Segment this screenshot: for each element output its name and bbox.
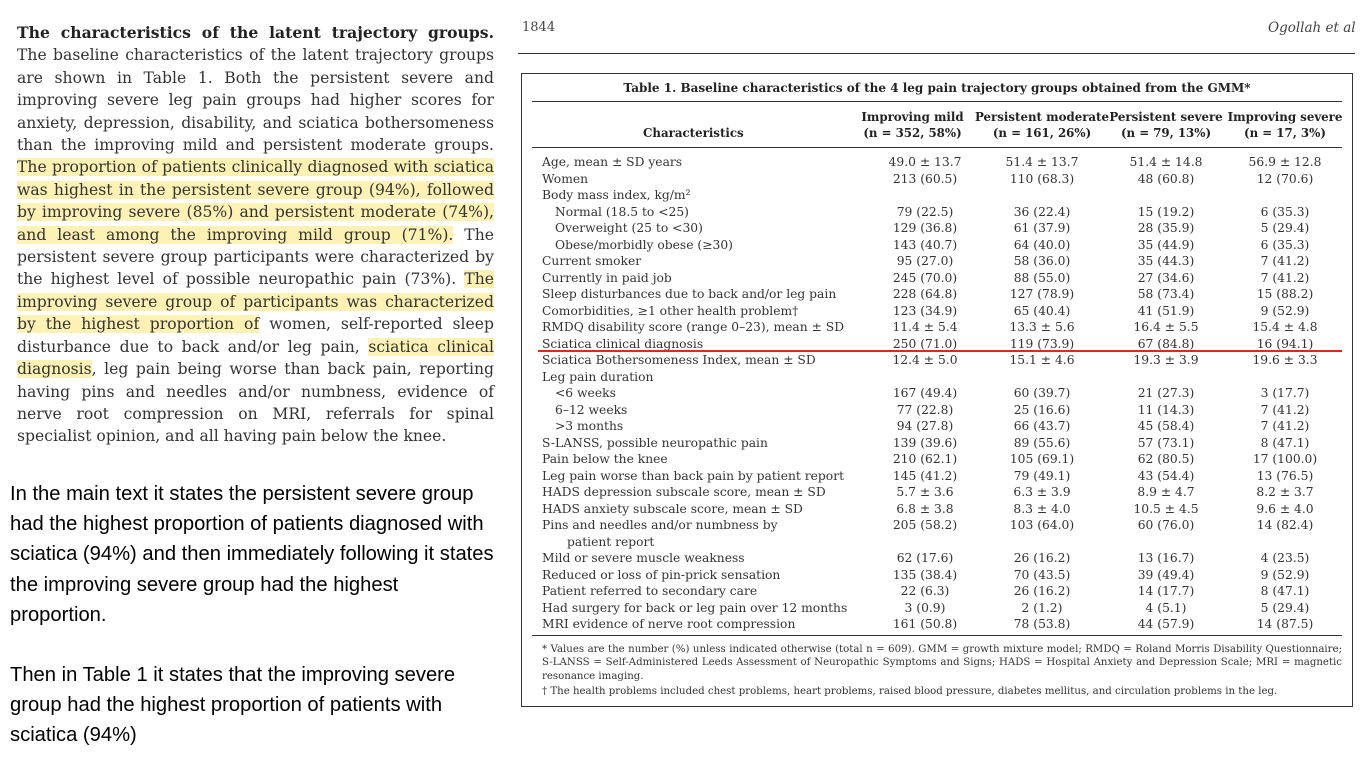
cell-value: 64 (40.0) (1013, 237, 1071, 252)
cell-value: 36 (22.4) (1013, 204, 1071, 219)
cell-value: 16 (94.1) (1256, 336, 1314, 351)
cell-value: 60 (39.7) (1013, 386, 1071, 400)
table-row (522, 418, 1352, 435)
excerpt-highlight: The proportion of patients clinically diagnosed with sciatica was highest in the persistent severe group (94%), followed by improving severe (85%) and persistent moderate (74%), and least among the improving mild group (71%). (17, 158, 494, 244)
footnote: * Values are the number (%) unless indicated otherwise (total n = 609). GMM = growth mixture model; RMDQ = Roland Morris Disability Questionnaire; S-LANSS = Self-Administered Leeds Assessment of Neuropathic Symptoms and Signs; HADS = Hospital Anxiety and Depression Scale; MRI = magnetic resonance imaging. (542, 644, 1342, 682)
cell-value: 2 (1.2) (1021, 600, 1063, 615)
cell-value: 79 (49.1) (1013, 468, 1071, 483)
cell-value: 8 (47.1) (1260, 584, 1310, 598)
cell-value: 43 (54.4) (1137, 468, 1195, 483)
cell-value: 28 (35.9) (1137, 221, 1195, 235)
row-label: <6 weeks (555, 386, 616, 400)
table-row (522, 352, 1352, 369)
table-row (522, 468, 1352, 485)
cell-value: 245 (70.0) (892, 270, 958, 285)
row-label: patient report (567, 534, 655, 549)
cell-value: 13.3 ± 5.6 (1009, 320, 1075, 334)
table-row (522, 171, 1352, 188)
cell-value: 39 (49.4) (1137, 567, 1195, 582)
characteristics-header: Characteristics (643, 126, 744, 140)
cell-value: 35 (44.9) (1137, 237, 1195, 252)
cell-value: 5 (29.4) (1260, 221, 1310, 235)
cell-value: 14 (17.7) (1137, 584, 1195, 598)
cell-value: 45 (58.4) (1137, 419, 1195, 433)
table-row (522, 534, 1352, 551)
excerpt-highlight: The improving severe group of participants was characterized by the highest proportion of (17, 270, 494, 334)
cell-value: 15 (88.2) (1256, 287, 1314, 301)
table-row (522, 270, 1352, 287)
row-label: Obese/morbidly obese (≥30) (555, 237, 733, 252)
cell-value: 9.6 ± 4.0 (1256, 501, 1314, 516)
row-label: >3 months (555, 419, 624, 433)
cell-value: 26 (16.2) (1013, 584, 1071, 598)
row-label: Had surgery for back or leg pain over 12 months (542, 600, 848, 615)
column-header-persistent-moderate (962, 110, 1122, 141)
cell-value: 16.4 ± 5.5 (1133, 320, 1199, 334)
table-rule (532, 101, 1342, 102)
table-row (522, 567, 1352, 584)
row-label: Mild or severe muscle weakness (542, 551, 745, 565)
header-rule (518, 53, 1355, 54)
column-n: (n = 79, 13%) (1120, 125, 1212, 140)
row-label: Currently in paid job (542, 270, 672, 285)
cell-value: 67 (84.8) (1137, 336, 1195, 351)
row-label: Women (542, 171, 589, 186)
cell-value: 8 (47.1) (1260, 435, 1310, 450)
cell-value: 6.3 ± 3.9 (1013, 485, 1071, 499)
table-row (522, 501, 1352, 518)
cell-value: 6.8 ± 3.8 (896, 501, 954, 516)
footnote: † The health problems included chest problems, heart problems, raised blood pressure, diabetes mellitus, and circulation problems in the leg. (542, 686, 1278, 698)
cell-value: 143 (40.7) (892, 237, 958, 252)
cell-value: 25 (16.6) (1013, 402, 1071, 417)
row-label: Comorbidities, ≥1 other health problem† (542, 303, 799, 318)
cell-value: 250 (71.0) (892, 336, 958, 351)
cell-value: 19.6 ± 3.3 (1252, 353, 1318, 367)
row-label: Normal (18.5 to <25) (555, 204, 689, 219)
cell-value: 78 (53.8) (1013, 617, 1071, 631)
cell-value: 57 (73.1) (1137, 435, 1195, 450)
cell-value: 127 (78.9) (1009, 287, 1075, 301)
cell-value: 7 (41.2) (1260, 402, 1310, 417)
table-title: Table 1. Baseline characteristics of the 4 leg pain trajectory groups obtained from the GMM* (623, 81, 1251, 95)
column-n: (n = 161, 26%) (992, 125, 1092, 140)
cell-value: 49.0 ± 13.7 (888, 155, 962, 169)
column-header-persistent-severe (1099, 110, 1233, 141)
cell-value: 123 (34.9) (892, 303, 958, 318)
column-n: (n = 17, 3%) (1244, 125, 1326, 140)
table-row (522, 484, 1352, 501)
table-row (522, 237, 1352, 254)
table-row (522, 385, 1352, 402)
cell-value: 44 (57.9) (1137, 617, 1195, 631)
cell-value: 60 (76.0) (1137, 518, 1195, 532)
cell-value: 62 (80.5) (1137, 452, 1195, 466)
row-label: Age, mean ± SD years (542, 155, 683, 169)
row-label: RMDQ disability score (range 0–23), mean ± SD (542, 320, 845, 334)
comment-paragraph: Then in Table 1 it states that the improving severe group had the highest proportion of patients with sciatica (94%) (10, 664, 456, 747)
excerpt-text: , leg pain being worse than back pain, reporting having pins and needles and/or numbness, evidence of nerve root compression on MRI, referrals for spinal specialist opinion, and all having pain below the knee. (17, 360, 494, 446)
cell-value: 14 (87.5) (1256, 617, 1314, 631)
table-row (522, 616, 1352, 633)
cell-value: 7 (41.2) (1260, 270, 1310, 285)
table-row (522, 451, 1352, 468)
cell-value: 15 (19.2) (1137, 204, 1195, 219)
cell-value: 58 (36.0) (1013, 254, 1071, 268)
row-label: Reduced or loss of pin-prick sensation (542, 567, 781, 582)
cell-value: 3 (17.7) (1260, 386, 1310, 400)
table-row (522, 369, 1352, 386)
cell-value: 94 (27.8) (896, 419, 954, 433)
row-label: Sciatica clinical diagnosis (542, 336, 704, 351)
cell-value: 110 (68.3) (1009, 171, 1075, 186)
column-name: Persistent severe (1109, 110, 1223, 124)
cell-value: 15.4 ± 4.8 (1252, 320, 1318, 334)
cell-value: 5.7 ± 3.6 (896, 485, 954, 499)
table-row (522, 402, 1352, 419)
red-annotation-line (538, 350, 1342, 352)
table-row (522, 435, 1352, 452)
cell-value: 145 (41.2) (892, 468, 958, 483)
cell-value: 77 (22.8) (896, 402, 954, 417)
cell-value: 167 (49.4) (892, 386, 958, 400)
table-rule (532, 635, 1342, 636)
table-row (522, 286, 1352, 303)
cell-value: 61 (37.9) (1013, 221, 1071, 235)
row-label: Leg pain worse than back pain by patient report (542, 468, 845, 483)
table-row (522, 600, 1352, 617)
cell-value: 26 (16.2) (1013, 551, 1071, 565)
cell-value: 8.3 ± 4.0 (1013, 501, 1071, 516)
cell-value: 10.5 ± 4.5 (1133, 501, 1199, 516)
cell-value: 129 (36.8) (892, 221, 958, 235)
cell-value: 15.1 ± 4.6 (1009, 353, 1075, 367)
row-label: S-LANSS, possible neuropathic pain (542, 435, 768, 450)
row-label: HADS anxiety subscale score, mean ± SD (542, 501, 803, 516)
table-rule (532, 147, 1342, 148)
cell-value: 4 (5.1) (1145, 600, 1187, 615)
table-row (522, 583, 1352, 600)
cell-value: 135 (38.4) (892, 567, 958, 582)
cell-value: 5 (29.4) (1260, 600, 1310, 615)
column-n: (n = 352, 58%) (863, 125, 962, 140)
cell-value: 139 (39.6) (892, 435, 958, 450)
cell-value: 11 (14.3) (1137, 402, 1195, 417)
cell-value: 58 (73.4) (1137, 287, 1195, 301)
cell-value: 4 (23.5) (1260, 551, 1310, 565)
cell-value: 11.4 ± 5.4 (892, 320, 958, 334)
cell-value: 48 (60.8) (1137, 171, 1195, 186)
row-label: Body mass index, kg/m² (542, 188, 691, 202)
cell-value: 8.9 ± 4.7 (1137, 485, 1195, 499)
cell-value: 210 (62.1) (892, 452, 958, 466)
cell-value: 62 (17.6) (896, 551, 954, 565)
table-1 (521, 73, 1353, 707)
cell-value: 19.3 ± 3.9 (1133, 353, 1199, 367)
excerpt-heading: The characteristics of the latent trajectory groups. (17, 23, 494, 42)
cell-value: 12.4 ± 5.0 (892, 353, 958, 367)
row-label: Leg pain duration (542, 369, 654, 384)
row-label: 6–12 weeks (555, 402, 628, 417)
cell-value: 51.4 ± 13.7 (1005, 155, 1079, 169)
cell-value: 6 (35.3) (1260, 237, 1310, 252)
cell-value: 70 (43.5) (1013, 567, 1071, 582)
annotation-comment (10, 479, 500, 751)
table-row (522, 187, 1352, 204)
column-name: Improving severe (1227, 110, 1343, 124)
cell-value: 119 (73.9) (1009, 336, 1075, 351)
cell-value: 17 (100.0) (1252, 452, 1318, 466)
cell-value: 88 (55.0) (1013, 270, 1071, 285)
cell-value: 95 (27.0) (896, 254, 954, 268)
cell-value: 22 (6.3) (900, 584, 950, 598)
running-author: Ogollah et al (1268, 20, 1356, 36)
cell-value: 161 (50.8) (892, 617, 958, 631)
cell-value: 65 (40.4) (1013, 303, 1071, 318)
cell-value: 205 (58.2) (892, 518, 958, 532)
column-header-improving-mild (845, 110, 980, 141)
cell-value: 41 (51.9) (1137, 303, 1195, 318)
page-number: 1844 (522, 20, 556, 35)
cell-value: 13 (16.7) (1137, 551, 1195, 565)
excerpt-text: The baseline characteristics of the latent trajectory groups are shown in Table 1. Both the persistent severe and improving severe leg pain groups had higher scores for anxiety, depression, disability, and sciatica bothersomeness than the improving mild and persistent moderate groups. (17, 46, 494, 155)
excerpt-highlight: sciatica clinical diagnosis (17, 337, 494, 379)
cell-value: 27 (34.6) (1137, 270, 1195, 285)
cell-value: 56.9 ± 12.8 (1248, 155, 1322, 169)
row-label: Current smoker (542, 254, 642, 268)
row-label: Pain below the knee (542, 452, 668, 466)
row-label: HADS depression subscale score, mean ± SD (542, 485, 826, 499)
table-row (522, 154, 1352, 171)
cell-value: 9 (52.9) (1260, 303, 1310, 318)
comment-paragraph: In the main text it states the persistent severe group had the highest proportion of patients diagnosed with sciatica (94%) and then immediately following it states the improving severe group had the highest proportion. (10, 483, 494, 626)
cell-value: 14 (82.4) (1256, 518, 1314, 532)
table-footnotes (542, 643, 1342, 699)
column-name: Improving mild (861, 110, 964, 124)
table-row (522, 220, 1352, 237)
cell-value: 105 (69.1) (1009, 452, 1075, 466)
cell-value: 13 (76.5) (1256, 468, 1314, 483)
row-label: Pins and needles and/or numbness by (542, 518, 778, 532)
table-body (522, 154, 1352, 633)
cell-value: 228 (64.8) (892, 287, 958, 301)
cell-value: 6 (35.3) (1260, 204, 1310, 219)
excerpt-text: The persistent severe group participants were characterized by the highest level of possible neuropathic pain (73%). (17, 225, 494, 289)
cell-value: 9 (52.9) (1260, 567, 1310, 582)
cell-value: 3 (0.9) (904, 600, 946, 615)
cell-value: 213 (60.5) (892, 171, 958, 186)
cell-value: 7 (41.2) (1260, 254, 1310, 268)
cell-value: 8.2 ± 3.7 (1256, 485, 1314, 499)
row-label: Sciatica Bothersomeness Index, mean ± SD (542, 353, 816, 367)
cell-value: 12 (70.6) (1256, 171, 1314, 186)
cell-value: 89 (55.6) (1013, 435, 1071, 450)
row-label: Patient referred to secondary care (542, 584, 758, 598)
row-label: MRI evidence of nerve root compression (542, 617, 796, 631)
cell-value: 35 (44.3) (1137, 254, 1195, 268)
column-name: Persistent moderate (974, 110, 1110, 124)
table-row (522, 517, 1352, 534)
table-row (522, 550, 1352, 567)
table-row (522, 319, 1352, 336)
cell-value: 79 (22.5) (896, 204, 954, 219)
cell-value: 21 (27.3) (1137, 386, 1195, 400)
table-row (522, 303, 1352, 320)
column-header-improving-severe (1220, 110, 1350, 141)
paper-excerpt (17, 22, 494, 448)
table-row (522, 253, 1352, 270)
cell-value: 51.4 ± 14.8 (1129, 155, 1203, 169)
excerpt-text: women, self-reported sleep disturbance due to back and/or leg pain, (17, 315, 494, 356)
table-row (522, 204, 1352, 221)
cell-value: 66 (43.7) (1013, 419, 1071, 433)
row-label: Overweight (25 to <30) (555, 221, 703, 235)
row-label: Sleep disturbances due to back and/or leg pain (542, 287, 837, 301)
cell-value: 103 (64.0) (1009, 518, 1075, 532)
cell-value: 7 (41.2) (1260, 419, 1310, 433)
